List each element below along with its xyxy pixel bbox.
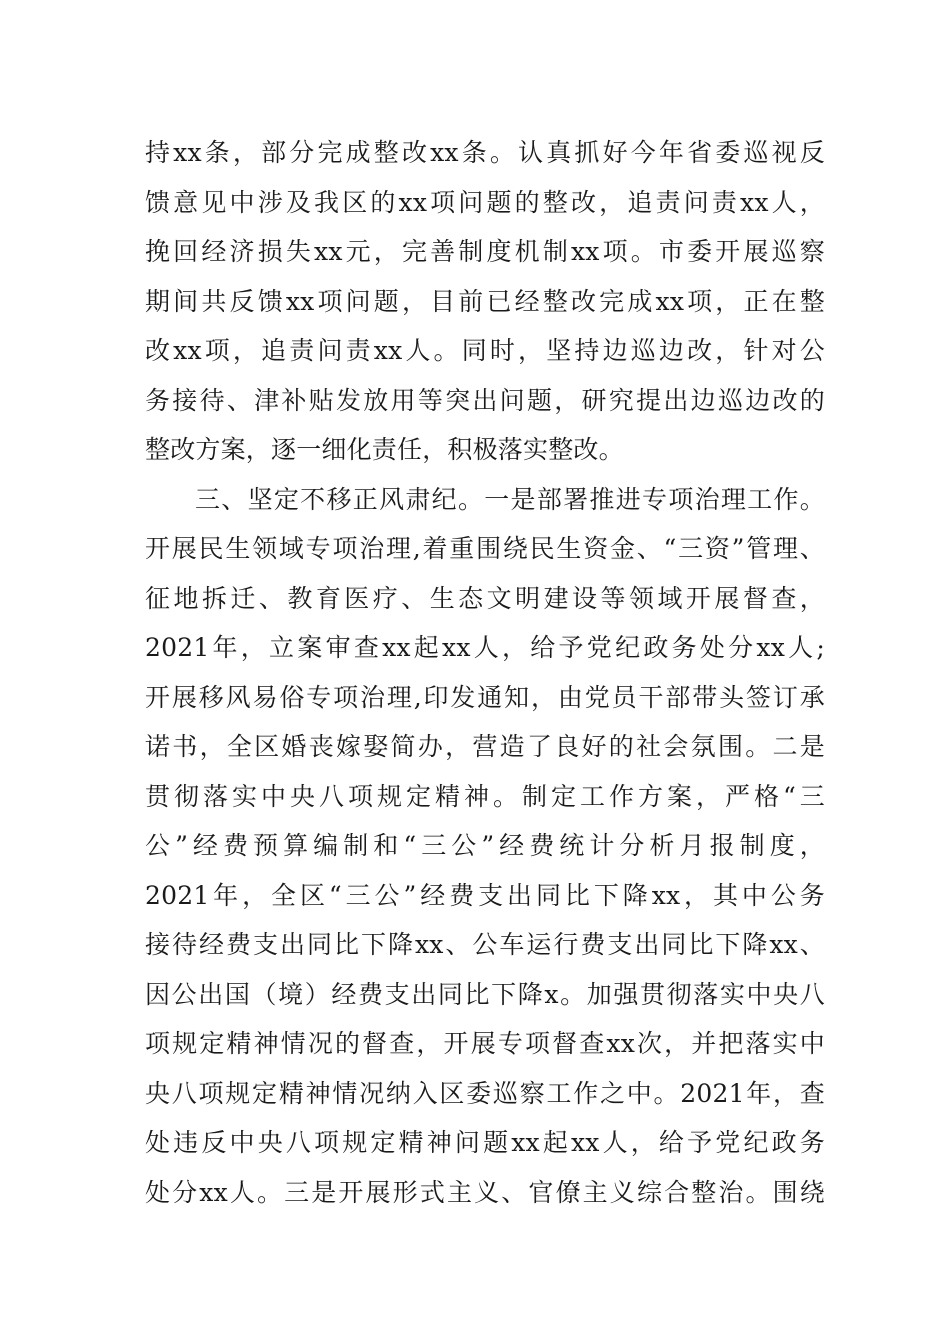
text-line: 征地拆迁、教育医疗、生态文明建设等领域开展督查， <box>145 583 825 613</box>
text-line: 2021年，立案审查xx起xx人，给予党纪政务处分xx人; <box>145 633 825 662</box>
text-line: 务接待、津补贴发放用等突出问题，研究提出边巡边改的 <box>145 385 825 415</box>
text-line: 诺书，全区婚丧嫁娶简办，营造了良好的社会氛围。二是 <box>145 732 825 761</box>
text-line: 项规定精神情况的督查，开展专项督查xx次，并把落实中 <box>145 1029 825 1058</box>
text-line: 央八项规定精神情况纳入区委巡察工作之中。2021年，查 <box>145 1078 825 1108</box>
text-line: 处分xx人。三是开展形式主义、官僚主义综合整治。围绕 <box>145 1177 825 1207</box>
text-line: 持xx条，部分完成整改xx条。认真抓好今年省委巡视反 <box>145 138 825 167</box>
text-line: 整改方案，逐一细化责任，积极落实整改。 <box>145 435 624 464</box>
section-heading-line: 三、坚定不移正风肃纪。一是部署推进专项治理工作。 <box>195 484 825 514</box>
text-line: 2021年，全区“三公”经费支出同比下降xx，其中公务 <box>145 880 825 910</box>
text-line: 处违反中央八项规定精神问题xx起xx人，给予党纪政务 <box>145 1128 825 1157</box>
text-line: 馈意见中涉及我区的xx项问题的整改，追责问责xx人， <box>145 187 825 217</box>
text-line: 因公出国（境）经费支出同比下降x。加强贯彻落实中央八 <box>145 979 825 1009</box>
text-line: 贯彻落实中央八项规定精神。制定工作方案，严格“三 <box>145 781 825 811</box>
text-line: 开展移风易俗专项治理,印发通知，由党员干部带头签订承 <box>145 682 825 712</box>
body-text <box>145 128 825 1217</box>
text-line: 开展民生领域专项治理,着重围绕民生资金、“三资”管理、 <box>145 534 825 563</box>
text-line: 期间共反馈xx项问题，目前已经整改完成xx项，正在整 <box>145 286 825 316</box>
text-line: 公”经费预算编制和“三公”经费统计分析月报制度， <box>145 831 825 860</box>
text-line: 挽回经济损失xx元，完善制度机制xx项。市委开展巡察 <box>145 237 825 266</box>
text-line: 改xx项，追责问责xx人。同时，坚持边巡边改，针对公 <box>145 336 825 365</box>
text-line: 接待经费支出同比下降xx、公车运行费支出同比下降xx、 <box>145 930 825 959</box>
